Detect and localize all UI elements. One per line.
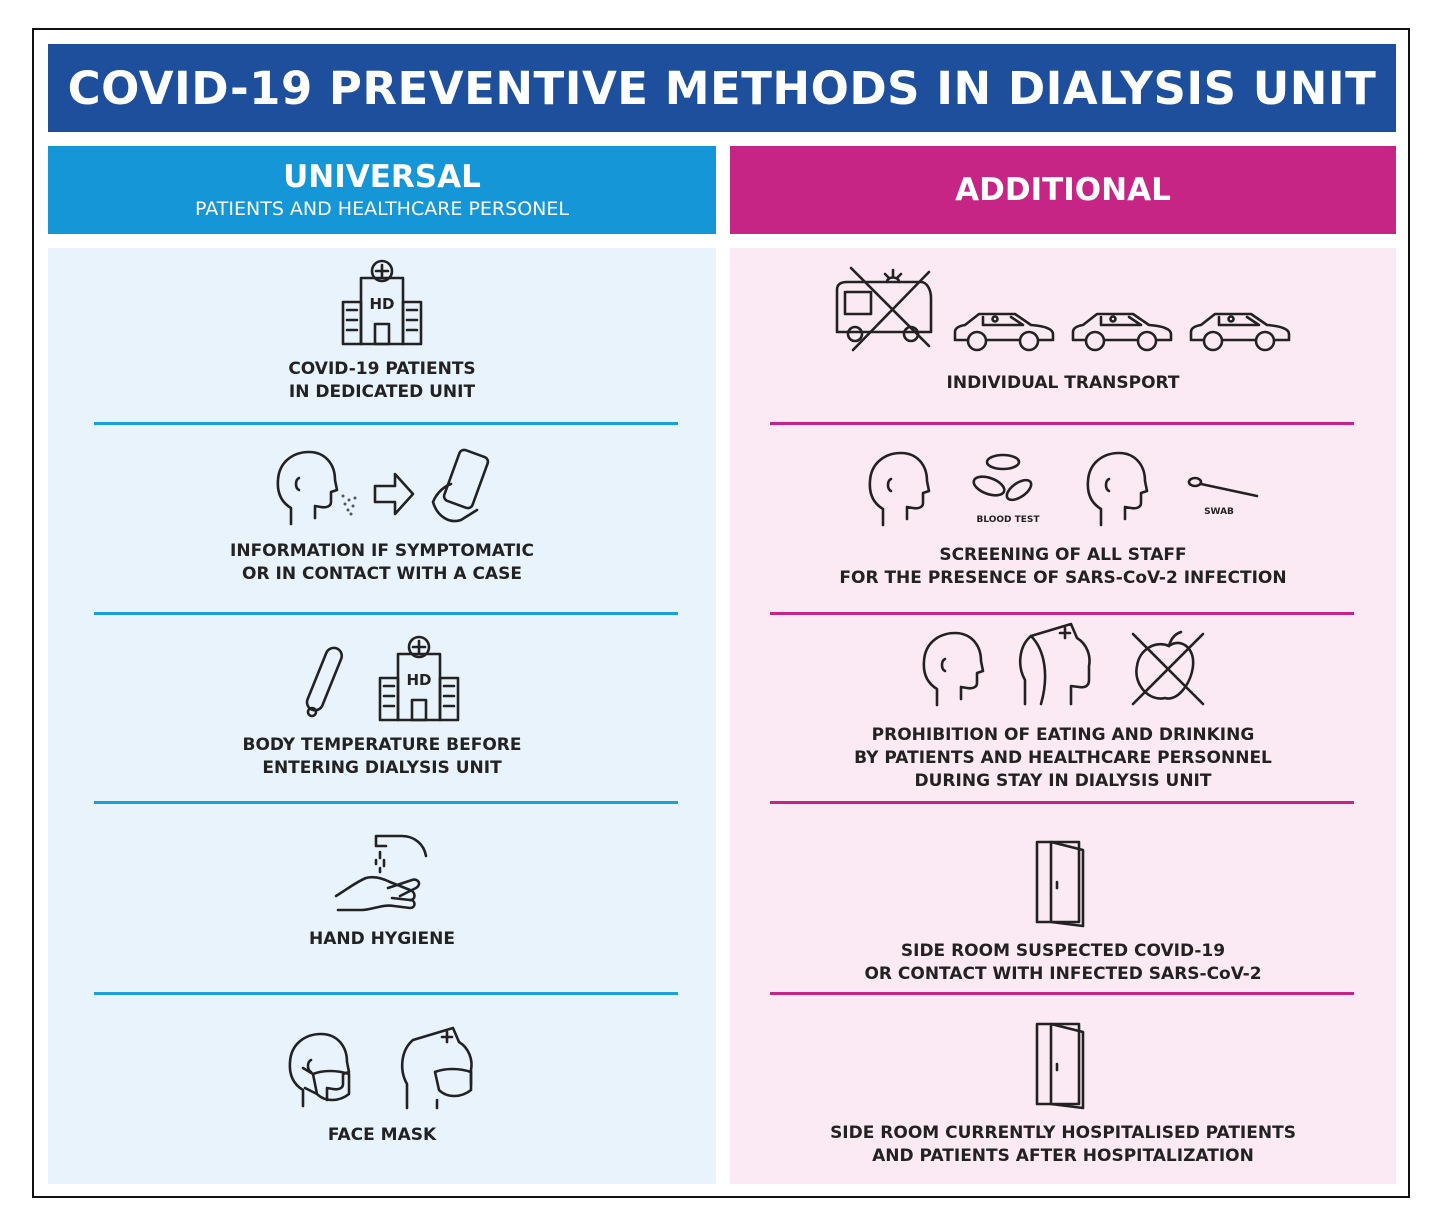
- universal-item-hand-hygiene: [48, 830, 716, 951]
- hd-label: HD: [406, 671, 432, 689]
- universal-item-body-temperature: [48, 634, 716, 780]
- additional-heading: ADDITIONAL: [955, 172, 1171, 208]
- page-title: [48, 44, 1396, 132]
- coughing-head-icon: [271, 446, 361, 530]
- arrow-right-icon: [371, 460, 417, 530]
- additional-item-prohibition: [730, 620, 1396, 793]
- universal-item-caption: BODY TEMPERATURE BEFORE ENTERING DIALYSIS UNIT: [242, 735, 522, 778]
- hd-hospital-icon: [374, 634, 464, 724]
- blood-test-label: BLOOD TEST: [976, 515, 1040, 525]
- additional-header: [730, 146, 1396, 234]
- universal-item-caption: FACE MASK: [327, 1125, 437, 1145]
- divider: [94, 612, 678, 615]
- divider: [94, 422, 678, 425]
- crossed-out-food-icon: [1125, 626, 1209, 710]
- divider: [94, 801, 678, 804]
- universal-item-caption: INFORMATION IF SYMPTOMATIC OR IN CONTACT WITH A CASE: [230, 541, 534, 584]
- masked-head-icon: [283, 1028, 363, 1114]
- hand-washing-icon: [332, 830, 432, 918]
- divider: [770, 801, 1354, 804]
- car-icon: [1185, 304, 1295, 354]
- universal-panel: [48, 248, 716, 1184]
- additional-item-individual-transport: [730, 262, 1396, 395]
- additional-item-caption: INDIVIDUAL TRANSPORT: [946, 373, 1180, 393]
- divider: [94, 992, 678, 995]
- page-title-text: COVID-19 PREVENTIVE METHODS IN DIALYSIS UNIT: [67, 61, 1377, 115]
- additional-item-side-room-suspected: [730, 838, 1396, 986]
- swab-label: SWAB: [1204, 507, 1234, 517]
- universal-subheading: PATIENTS AND HEALTHCARE PERSONEL: [195, 198, 569, 220]
- additional-item-caption: PROHIBITION OF EATING AND DRINKING BY PATIENTS AND HEALTHCARE PERSONNEL DURING STAY IN DIALYSIS UNIT: [854, 725, 1272, 791]
- open-door-icon: [1033, 838, 1093, 928]
- thermometer-icon: [300, 640, 346, 724]
- head-icon: [917, 628, 989, 710]
- blood-cells-icon: [965, 448, 1051, 530]
- swab-icon: [1183, 448, 1263, 530]
- additional-item-caption: SIDE ROOM SUSPECTED COVID-19 OR CONTACT WITH INFECTED SARS-CoV-2: [864, 941, 1262, 984]
- hd-label: HD: [369, 295, 395, 313]
- divider: [770, 612, 1354, 615]
- universal-header: [48, 146, 716, 234]
- divider: [770, 422, 1354, 425]
- additional-item-caption: SCREENING OF ALL STAFF FOR THE PRESENCE OF SARS-CoV-2 INFECTION: [839, 545, 1287, 588]
- open-door-icon: [1033, 1020, 1093, 1110]
- crossed-out-bus-icon: [831, 262, 941, 354]
- head-icon: [863, 448, 935, 530]
- universal-item-caption: HAND HYGIENE: [309, 929, 455, 949]
- universal-item-information: [48, 446, 716, 586]
- additional-panel: [730, 248, 1396, 1184]
- universal-heading: UNIVERSAL: [283, 159, 481, 195]
- head-icon: [1081, 448, 1153, 530]
- universal-item-caption: COVID-19 PATIENTS IN DEDICATED UNIT: [288, 359, 476, 402]
- additional-item-caption: SIDE ROOM CURRENTLY HOSPITALISED PATIENTS AND PATIENTS AFTER HOSPITALIZATION: [830, 1123, 1296, 1166]
- nurse-head-icon: [1015, 620, 1099, 710]
- universal-item-face-mask: [48, 1024, 716, 1147]
- car-icon: [1067, 304, 1177, 354]
- hd-hospital-icon: [337, 258, 427, 348]
- car-icon: [949, 304, 1059, 354]
- masked-nurse-icon: [397, 1024, 481, 1114]
- universal-item-dedicated-unit: [48, 258, 716, 404]
- additional-item-side-room-hospitalised: [730, 1020, 1396, 1168]
- phone-in-hand-icon: [427, 446, 493, 530]
- additional-item-screening: [730, 448, 1396, 590]
- divider: [770, 992, 1354, 995]
